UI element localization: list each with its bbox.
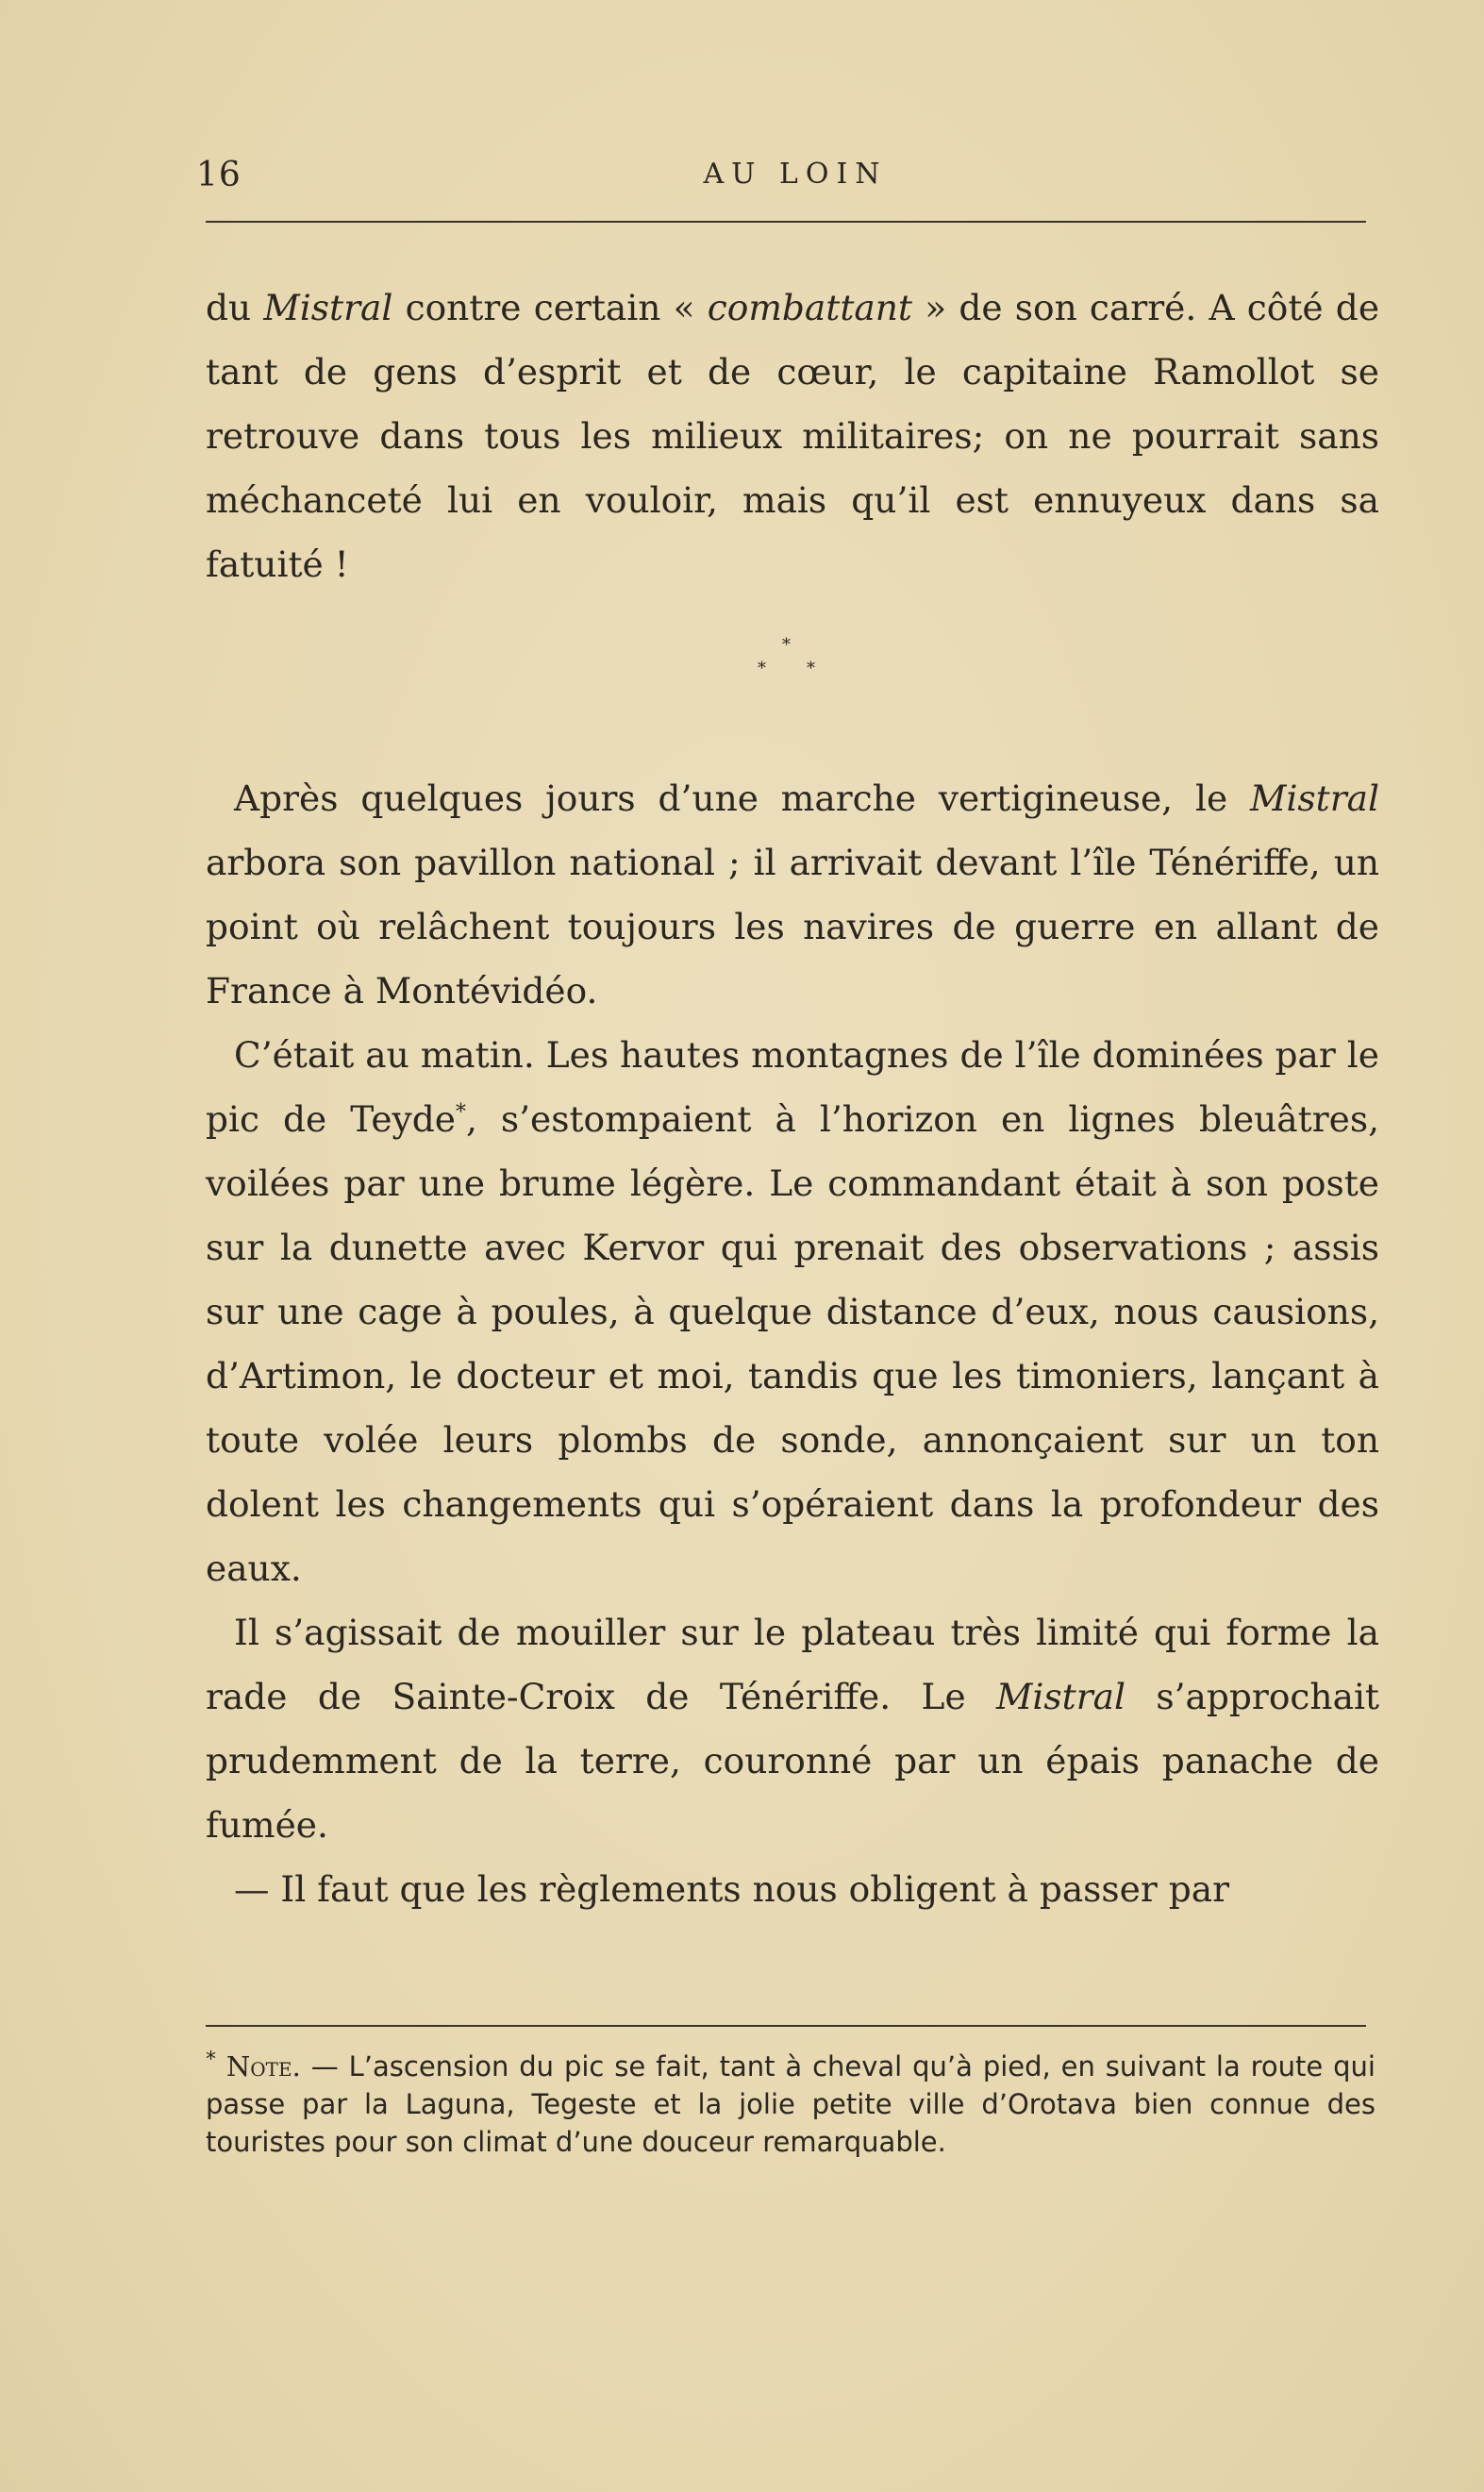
footnote-reference: *: [455, 1100, 466, 1125]
ship-name: Mistral: [1250, 778, 1379, 819]
para4-text-1: Il s’agissait de mouiller sur le plateau très limité qui forme la rade de Sainte-Croix de Ténériffe. Le: [206, 1612, 1379, 1717]
page-number: 16: [196, 156, 242, 194]
paragraph-3: [206, 1023, 1379, 1600]
running-title: AU LOIN: [703, 158, 888, 191]
header-rule: [206, 221, 1366, 223]
para4-text-2: s’approchait prudemment de la terre, couronné par un épais panache de fumée.: [206, 1676, 1380, 1846]
footnote: [206, 2048, 1376, 2161]
page-header: [196, 156, 1394, 193]
quoted-word: combattant: [707, 287, 912, 328]
asterism-star: *: [807, 659, 815, 678]
paragraph-1: [206, 276, 1379, 596]
para3-text-1: C’était au matin. Les hautes montagnes de l’île dominées par le pic de Teyde: [206, 1034, 1379, 1140]
asterism-star: *: [758, 659, 766, 678]
para2-text-1: Après quelques jours d’une marche vertigineuse, le: [234, 778, 1251, 819]
para1-text-1: du: [206, 287, 264, 328]
footnote-text: — L’ascension du pic se fait, tant à cheval qu’à pied, en suivant la route qui passe par la Laguna, Tegeste et la jolie petite ville d’Orotava bien connue des touristes pour son climat d’une douceur remarquable.: [206, 2050, 1376, 2158]
footnote-mark: *: [206, 2048, 216, 2072]
paragraph-2: [206, 766, 1379, 1023]
para1-text-2: contre certain «: [392, 287, 708, 328]
paragraph-5: — Il faut que les règlements nous obligent à passer par: [234, 1868, 1229, 1910]
para1-text-3: » de son carré. A côté de tant de gens d’esprit et de cœur, le capitaine Ramollot se retrouve dans tous les milieux militaires; on ne pourrait sans méchanceté lui en vouloir, mais qu’il est ennuyeux dans sa fatuité !: [206, 287, 1380, 585]
body-text: [206, 276, 1379, 1921]
paragraph-4: [206, 1600, 1379, 1857]
ship-name: Mistral: [263, 287, 393, 328]
asterism-star: *: [782, 635, 791, 655]
para3-text-2: , s’estompaient à l’horizon en lignes bleuâtres, voilées par une brume légère. Le commandant était à son poste sur la dunette avec Kervor qui prenait des observations ; assis sur une cage à poules, à quelque distance d’eux, nous causions, d’Artimon, le docteur et moi, tandis que les timoniers, lançant à toute volée leurs plombs de sonde, annonçaient sur un ton dolent les changements qui s’opéraient dans la profondeur des eaux.: [206, 1098, 1379, 1589]
footnote-rule: [206, 2025, 1366, 2027]
ship-name: Mistral: [996, 1676, 1126, 1717]
section-break-asterism: [206, 596, 1379, 766]
footnote-label: Note.: [225, 2050, 301, 2082]
para2-text-2: arbora son pavillon national ; il arrivait devant l’île Ténériffe, un point où relâchent toujours les navires de guerre en allant de France à Montévidéo.: [206, 842, 1379, 1012]
